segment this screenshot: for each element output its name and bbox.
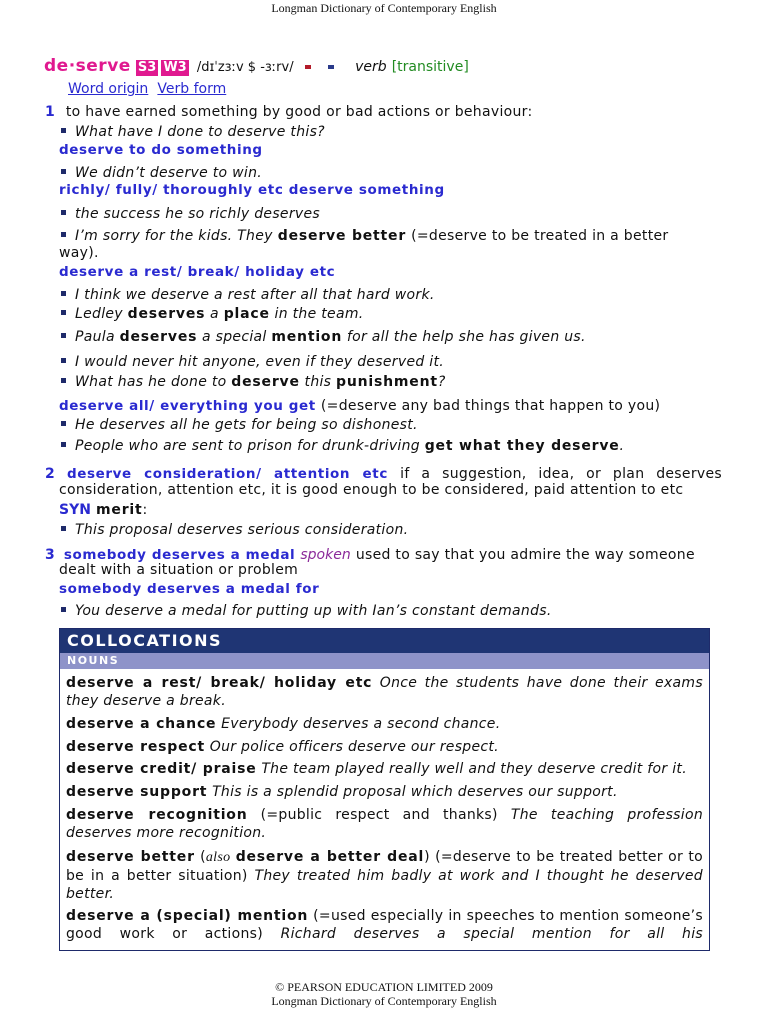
bullet-icon bbox=[61, 442, 66, 447]
collocation-phrase: deserve better bbox=[66, 849, 195, 865]
example-highlight: punishment bbox=[336, 374, 438, 390]
collocation-item bbox=[66, 848, 703, 903]
bullet-icon bbox=[61, 232, 66, 237]
collocation-phrase: deserve a (special) mention bbox=[66, 908, 309, 924]
example-highlight: deserve bbox=[231, 374, 300, 390]
bullet-icon bbox=[61, 378, 66, 383]
example bbox=[61, 225, 668, 244]
collocation-example: Our police officers deserve our respect. bbox=[209, 739, 499, 755]
example-text: . bbox=[619, 438, 625, 454]
example bbox=[61, 306, 364, 322]
example-text: in the team. bbox=[274, 306, 364, 322]
page-footer bbox=[0, 980, 768, 1008]
collocation-phrase: deserve a rest/ break/ holiday etc bbox=[66, 675, 373, 691]
definition-continued: dealt with a situation or problem bbox=[59, 562, 299, 578]
example-text: I’m sorry for the kids. They bbox=[75, 228, 273, 244]
example bbox=[61, 203, 320, 222]
verb-form-link[interactable]: Verb form bbox=[157, 81, 227, 97]
pattern-line bbox=[59, 395, 660, 414]
collocation-example: The teaching profession deserves more recognition. bbox=[66, 807, 703, 841]
example bbox=[61, 351, 444, 370]
word-origin-link[interactable]: Word origin bbox=[68, 81, 149, 97]
example-text: Paula bbox=[75, 329, 115, 345]
synonym bbox=[59, 499, 148, 518]
example-text: He deserves all he gets for being so dishonest. bbox=[75, 417, 418, 433]
collocations-box bbox=[59, 628, 710, 951]
pattern-gloss: (=deserve any bad things that happen to you) bbox=[320, 398, 661, 414]
british-audio-icon[interactable] bbox=[305, 65, 311, 69]
collocations-subtitle: NOUNS bbox=[60, 653, 709, 669]
collocation-phrase-alt: deserve a better deal bbox=[235, 849, 425, 865]
example-text: the success he so richly deserves bbox=[75, 206, 320, 222]
example-text: You deserve a medal for putting up with Ian’s constant demands. bbox=[75, 603, 552, 619]
collocation-phrase: deserve respect bbox=[66, 739, 205, 755]
collocation-item bbox=[66, 806, 703, 842]
collocation-phrase: deserve support bbox=[66, 784, 208, 800]
example-text: What has he done to bbox=[75, 374, 227, 390]
example bbox=[61, 414, 418, 433]
collocation-example: Richard deserves a special mention for all his bbox=[280, 926, 703, 942]
example-text: What have I done to deserve this? bbox=[75, 124, 325, 140]
collocations-title: COLLOCATIONS bbox=[60, 629, 709, 653]
sense-3-def bbox=[45, 544, 695, 563]
collocation-gloss: ) (=deserve to be treated better or to be in a better situation) bbox=[66, 849, 703, 884]
example-text: for all the help she has given us. bbox=[346, 329, 586, 345]
entry-links bbox=[68, 78, 226, 97]
pronunciation: /dɪˈzɜːv $ -ɜːrv/ bbox=[196, 60, 294, 75]
collocation-example: This is a splendid proposal which deserves our support. bbox=[212, 784, 618, 800]
definition-continued: consideration, attention etc, it is good enough to be considered, paid attention to etc bbox=[59, 482, 684, 498]
part-of-speech: verb bbox=[355, 59, 387, 75]
collocation-phrase: deserve a chance bbox=[66, 716, 217, 732]
example-highlight: mention bbox=[271, 329, 343, 345]
sense-number: 2 bbox=[45, 466, 55, 482]
bullet-icon bbox=[61, 607, 66, 612]
definition: if a suggestion, idea, or plan deserves bbox=[400, 466, 722, 482]
collocation-example: The team played really well and they deserve credit for it. bbox=[261, 761, 687, 777]
example-highlight: deserves bbox=[127, 306, 206, 322]
footer-title: Longman Dictionary of Contemporary English bbox=[271, 994, 497, 1008]
collocation-item bbox=[66, 783, 703, 801]
bullet-icon bbox=[61, 421, 66, 426]
example-gloss: (=deserve to be treated in a better bbox=[411, 228, 669, 244]
bullet-icon bbox=[61, 358, 66, 363]
sense-2-def bbox=[45, 463, 722, 482]
example bbox=[61, 600, 552, 619]
collocation-item bbox=[66, 738, 703, 756]
pattern: deserve to do something bbox=[59, 142, 263, 158]
pattern: somebody deserves a medal for bbox=[59, 581, 320, 597]
example-continued: way). bbox=[59, 245, 99, 261]
collocation-phrase: deserve recognition bbox=[66, 807, 248, 823]
entry-head bbox=[44, 55, 469, 79]
sense-number: 1 bbox=[45, 104, 55, 120]
bullet-icon bbox=[61, 310, 66, 315]
example-text: a bbox=[210, 306, 219, 322]
american-audio-icon[interactable] bbox=[328, 65, 334, 69]
bullet-icon bbox=[61, 169, 66, 174]
headword: de·serve bbox=[44, 56, 131, 76]
example-text: a special bbox=[202, 329, 267, 345]
example-text: I think we deserve a rest after all that hard work. bbox=[75, 287, 435, 303]
synonym-label: SYN bbox=[59, 502, 91, 518]
example-text: We didn’t deserve to win. bbox=[75, 165, 263, 181]
written-frequency-badge: W3 bbox=[163, 60, 187, 75]
pattern: deserve all/ everything you get bbox=[59, 398, 316, 414]
example bbox=[61, 121, 325, 140]
example-highlight: get what they deserve bbox=[424, 438, 620, 454]
example-text: ? bbox=[437, 374, 446, 390]
example bbox=[61, 374, 446, 390]
collocation-item bbox=[66, 715, 703, 733]
bullet-icon bbox=[61, 210, 66, 215]
grammar-label: [transitive] bbox=[391, 59, 469, 75]
collocation-example: They treated him badly at work and I thought he deserved better. bbox=[66, 868, 703, 902]
collocation-item bbox=[66, 907, 703, 943]
sense-1-def bbox=[45, 101, 533, 120]
bullet-icon bbox=[61, 291, 66, 296]
page-header: Longman Dictionary of Contemporary English bbox=[271, 1, 497, 15]
pattern: deserve consideration/ attention etc bbox=[66, 466, 388, 482]
collocation-example: Once the students have done their exams they deserve a break. bbox=[66, 675, 703, 709]
bullet-icon bbox=[61, 128, 66, 133]
example-text: Ledley bbox=[75, 306, 123, 322]
definition: to have earned something by good or bad actions or behaviour: bbox=[65, 104, 533, 120]
example-highlight: place bbox=[223, 306, 270, 322]
collocation-item bbox=[66, 674, 703, 710]
pattern: deserve a rest/ break/ holiday etc bbox=[59, 264, 336, 280]
collocation-item bbox=[66, 760, 703, 778]
example-text: This proposal deserves serious consideration. bbox=[75, 522, 409, 538]
bullet-icon bbox=[61, 333, 66, 338]
definition: used to say that you admire the way someone bbox=[355, 547, 695, 563]
sense-number: 3 bbox=[45, 547, 55, 563]
spoken-frequency-badge: S3 bbox=[137, 60, 157, 75]
example bbox=[61, 162, 262, 181]
example bbox=[61, 438, 624, 454]
pattern: somebody deserves a medal bbox=[63, 547, 296, 563]
register-label: spoken bbox=[300, 547, 351, 563]
collocation-phrase: deserve credit/ praise bbox=[66, 761, 257, 777]
bullet-icon bbox=[61, 526, 66, 531]
example-highlight: deserve better bbox=[277, 228, 407, 244]
example bbox=[61, 519, 408, 538]
example-text: I would never hit anyone, even if they deserved it. bbox=[75, 354, 445, 370]
synonym-colon: : bbox=[142, 502, 148, 518]
also-label: also bbox=[205, 850, 231, 865]
synonym-word: merit bbox=[96, 502, 143, 518]
collocation-example: Everybody deserves a second chance. bbox=[221, 716, 501, 732]
example-highlight: deserves bbox=[119, 329, 198, 345]
example-text: People who are sent to prison for drunk-driving bbox=[75, 438, 420, 454]
pattern: richly/ fully/ thoroughly etc deserve something bbox=[59, 182, 445, 198]
collocation-gloss: (=used especially in speeches to mention someone’s good work or actions) bbox=[66, 908, 704, 942]
collocation-gloss: (=public respect and thanks) bbox=[260, 807, 498, 823]
collocation-paren: ( bbox=[200, 849, 206, 865]
copyright: © PEARSON EDUCATION LIMITED 2009 bbox=[275, 980, 493, 994]
example bbox=[61, 329, 586, 345]
example-text: this bbox=[304, 374, 332, 390]
example bbox=[61, 284, 435, 303]
